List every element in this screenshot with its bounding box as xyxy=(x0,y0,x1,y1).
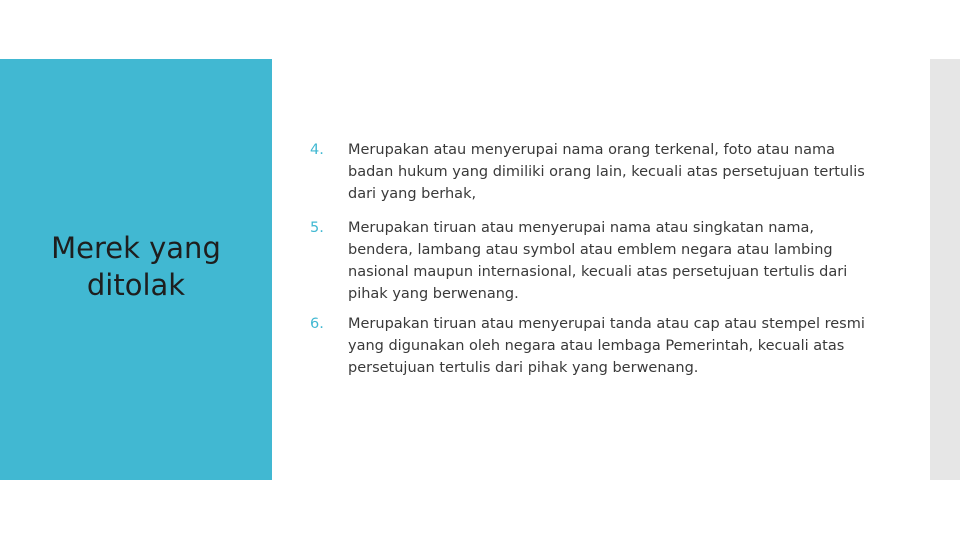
list-item-number: 4. xyxy=(310,142,324,158)
list-item xyxy=(310,313,870,379)
list-item-number: 6. xyxy=(310,316,324,332)
list-item-text: Merupakan tiruan atau menyerupai tanda atau cap atau stempel resmi yang digunakan oleh negara atau lembaga Pemerintah, kecuali atas persetujuan tertulis dari pihak yang berwenang. xyxy=(348,316,865,376)
list-item-text: Merupakan atau menyerupai nama orang terkenal, foto atau nama badan hukum yang dimiliki orang lain, kecuali atas persetujuan tertulis dari yang berhak, xyxy=(348,142,865,202)
slide-title: Merek yang ditolak xyxy=(51,231,221,302)
list-item xyxy=(310,217,870,305)
list-item xyxy=(310,139,870,205)
list-item-text: Merupakan tiruan atau menyerupai nama atau singkatan nama, bendera, lambang atau symbol atau emblem negara atau lambing nasional maupun internasional, kecuali atas persetujuan tertulis dari pihak yang berwenang. xyxy=(348,220,848,302)
list-item-number: 5. xyxy=(310,220,324,236)
